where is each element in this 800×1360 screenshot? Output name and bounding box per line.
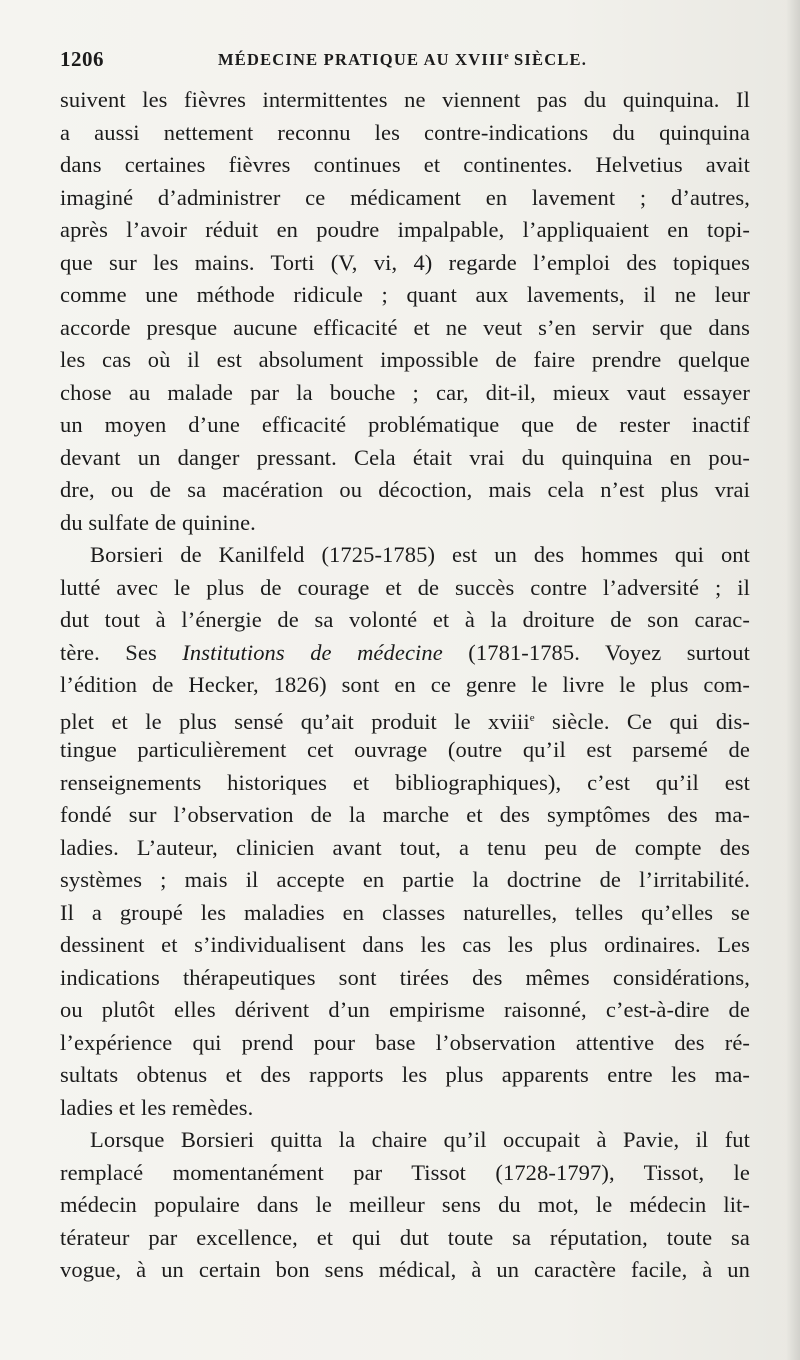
text-line: dessinent et s’individualisent dans les cas les plus ordinaires. Les xyxy=(60,932,750,957)
text-line: que sur les mains. Torti (V, vi, 4) regarde l’emploi des topiques xyxy=(60,249,750,275)
line-tail: siècle. Ce qui dis- xyxy=(534,708,750,734)
running-title-end: SIÈCLE. xyxy=(508,50,588,69)
page-number: 1206 xyxy=(60,47,104,71)
text-line: accorde presque aucune efficacité et ne veut s’en servir que dans xyxy=(60,314,750,340)
text-line: systèmes ; mais il accepte en partie la doctrine de l’irritabilité. xyxy=(60,867,750,892)
running-head xyxy=(60,47,750,73)
text-line: l’édition de Hecker, 1826) sont en ce genre le livre le plus com- xyxy=(60,672,750,697)
text-line: ou plutôt elles dérivent d’un empirisme raisonné, c’est-à-dire de xyxy=(60,997,750,1022)
text-line: devant un danger pressant. Cela était vrai du quinquina en pou- xyxy=(60,444,750,470)
text-line: chose au malade par la bouche ; car, dit-il, mieux vaut essayer xyxy=(60,379,750,405)
paragraph-end-line: du sulfate de quinine. xyxy=(60,509,256,535)
paragraph-start-line: Borsieri de Kanilfeld (1725-1785) est un des hommes qui ont xyxy=(90,542,750,567)
text-line: a aussi nettement reconnu les contre-indications du quinquina xyxy=(60,119,750,145)
paragraph-start-line: Lorsque Borsieri quitta la chaire qu’il occupait à Pavie, il fut xyxy=(90,1127,750,1152)
running-title-superscript: e xyxy=(504,51,509,62)
page-edge-shadow xyxy=(786,0,800,1360)
text-line: renseignements historiques et bibliographiques), c’est qu’il est xyxy=(60,769,750,795)
text-line: l’expérience qui prend pour base l’observation attentive des ré- xyxy=(60,1029,750,1055)
paragraph-end-line: ladies et les remèdes. xyxy=(60,1094,254,1120)
running-title xyxy=(218,50,587,70)
line-tail: (1781-1785. Voyez surtout xyxy=(442,639,750,665)
text-line: indications thérapeutiques sont tirées des mêmes considérations, xyxy=(60,964,750,990)
text-line: remplacé momentanément par Tissot (1728-1797), Tissot, le xyxy=(60,1159,750,1185)
text-line: dut tout à l’énergie de sa volonté et à la droiture de son carac- xyxy=(60,607,750,632)
text-line: médecin populaire dans le meilleur sens du mot, le médecin lit- xyxy=(60,1192,750,1217)
text-line: ladies. L’auteur, clinicien avant tout, a tenu peu de compte des xyxy=(60,834,750,860)
text-line: fondé sur l’observation de la marche et des symptômes des ma- xyxy=(60,802,750,827)
text-line: comme une méthode ridicule ; quant aux lavements, il ne leur xyxy=(60,282,750,307)
text-line: térateur par excellence, et qui dut toute sa réputation, toute sa xyxy=(60,1224,750,1250)
text-line: les cas où il est absolument impossible de faire prendre quelque xyxy=(60,347,750,372)
body-text xyxy=(60,84,750,1287)
text-line: dans certaines fièvres continues et continentes. Helvetius avait xyxy=(60,152,750,177)
text-line: lutté avec le plus de courage et de succès contre l’adversité ; il xyxy=(60,574,750,600)
running-title-main: MÉDECINE PRATIQUE AU XVIII xyxy=(218,50,505,69)
text-line: imaginé d’administrer ce médicament en lavement ; d’autres, xyxy=(60,184,750,210)
line-head: plet et le plus sensé qu’ait produit le xviii xyxy=(60,708,530,734)
century-superscript: e xyxy=(529,711,535,724)
text-line-with-superscript xyxy=(60,702,750,735)
book-title-italic: Institutions de médecine xyxy=(182,639,443,665)
text-line: dre, ou de sa macération ou décoction, mais cela n’est plus vrai xyxy=(60,477,750,502)
line-head: tère. Ses xyxy=(60,639,183,665)
text-line: suivent les fièvres intermittentes ne viennent pas du quinquina. Il xyxy=(60,87,750,112)
text-line: tingue particulièrement cet ouvrage (outre qu’il est parsemé de xyxy=(60,737,750,762)
text-line: vogue, à un certain bon sens médical, à un caractère facile, à un xyxy=(60,1257,750,1282)
text-line: sultats obtenus et des rapports les plus apparents entre les ma- xyxy=(60,1062,750,1087)
text-line: après l’avoir réduit en poudre impalpable, l’appliquaient en topi- xyxy=(60,217,750,242)
text-line: un moyen d’une efficacité problématique que de rester inactif xyxy=(60,412,750,437)
text-line-with-italic xyxy=(60,637,750,670)
text-line: Il a groupé les maladies en classes naturelles, telles qu’elles se xyxy=(60,899,750,925)
